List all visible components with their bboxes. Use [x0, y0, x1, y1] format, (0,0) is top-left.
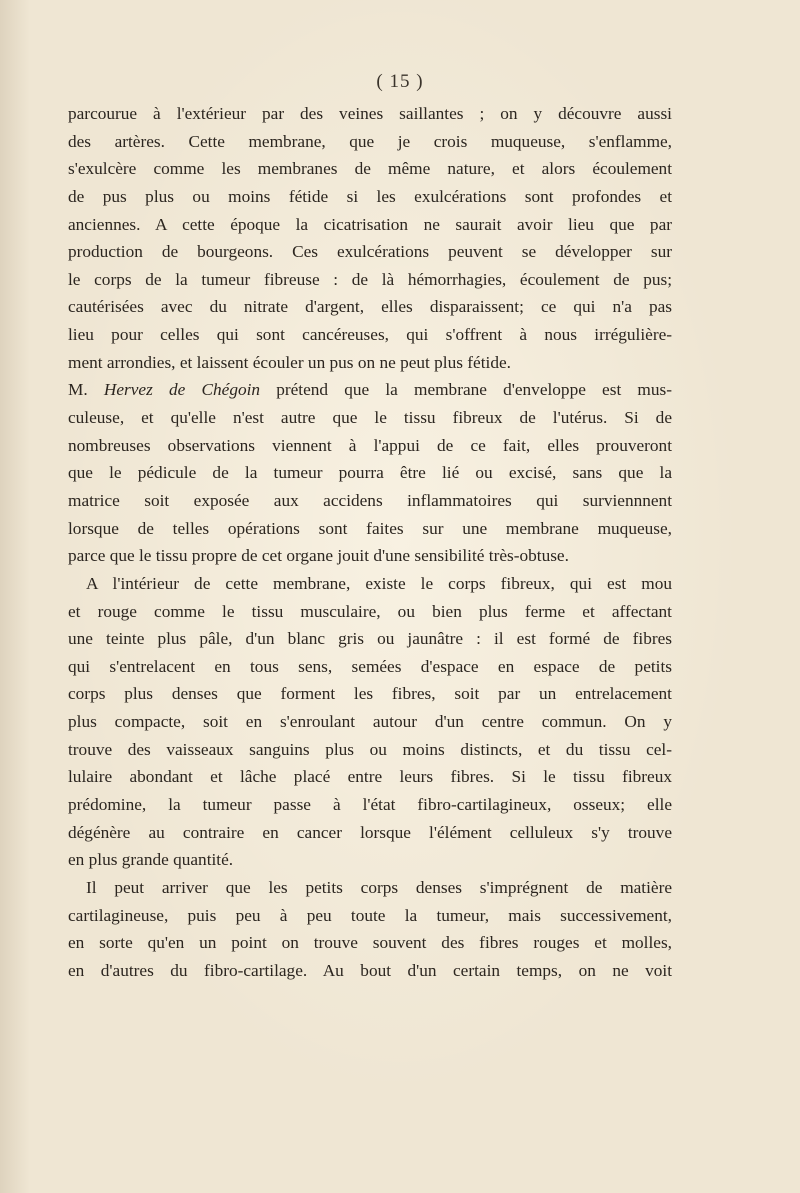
text-line: des artères. Cette membrane, que je crois muqueuse, s'enflamme, [68, 131, 672, 151]
text-line: cartilagineuse, puis peu à peu toute la tumeur, mais successivement, [68, 905, 672, 925]
text-line-author [68, 376, 672, 404]
text-line: de pus plus ou moins fétide si les exulcérations sont profondes et [68, 186, 672, 206]
text-line: parcourue à l'extérieur par des veines saillantes ; on y découvre aussi [68, 104, 672, 123]
page-number: ( 15 ) [376, 71, 424, 92]
text-line: corps plus denses que forment les fibres, soit par un entrelacement [68, 684, 672, 704]
text-line: qui s'entrelacent en tous sens, semées d'espace en espace de petits [68, 656, 672, 676]
text-line: Il peut arriver que les petits corps denses s'imprégnent de matière [86, 877, 672, 897]
text-line: matrice soit exposée aux accidens inflammatoires qui surviennnent [68, 490, 672, 510]
text-line: culeuse, et qu'elle n'est autre que le tissu fibreux de l'utérus. Si de [68, 408, 672, 428]
text-line: et rouge comme le tissu musculaire, ou bien plus ferme et affectant [68, 601, 672, 621]
text-line: nombreuses observations viennent à l'appui de ce fait, elles prouveront [68, 435, 672, 455]
text-line: trouve des vaisseaux sanguins plus ou moins distincts, et du tissu cel- [68, 739, 672, 759]
text-line: lieu pour celles qui sont cancéreuses, qui s'offrent à nous irrégulière- [68, 325, 672, 345]
text-line: cautérisées avec du nitrate d'argent, elles disparaissent; ce qui n'a pas [68, 297, 672, 317]
text-line: le corps de la tumeur fibreuse : de là hémorrhagies, écoulement de pus; [68, 269, 672, 289]
text-line: une teinte plus pâle, d'un blanc gris ou jaunâtre : il est formé de fibres [68, 629, 672, 649]
author-rest: prétend que la membrane d'enveloppe est mus- [260, 380, 672, 400]
text-line: anciennes. A cette époque la cicatrisation ne saurait avoir lieu que par [68, 214, 672, 234]
text-line: en plus grande quantité. [68, 850, 234, 870]
text-line: parce que le tissu propre de cet organe jouit d'une sensibilité très-obtuse. [68, 546, 569, 566]
text-line: A l'intérieur de cette membrane, existe le corps fibreux, qui est mou [86, 573, 672, 593]
text-line: s'exulcère comme les membranes de même nature, et alors écoulement [68, 159, 672, 179]
text-line: que le pédicule de la tumeur pourra être lié ou excisé, sans que la [68, 463, 672, 483]
text-line: en sorte qu'en un point on trouve souvent des fibres rouges et molles, [68, 933, 672, 953]
text-line: prédomine, la tumeur passe à l'état fibro-cartilagineux, osseux; elle [68, 795, 672, 815]
text-line: production de bourgeons. Ces exulcérations peuvent se développer sur [68, 242, 672, 262]
text-line: lorsque de telles opérations sont faites sur une membrane muqueuse, [68, 518, 672, 538]
text-line: ment arrondies, et laissent écouler un pus on ne peut plus fétide. [68, 352, 511, 372]
text-line: lulaire abondant et lâche placé entre leurs fibres. Si le tissu fibreux [68, 767, 672, 787]
text-line: en d'autres du fibro-cartilage. Au bout d'un certain temps, on ne voit [68, 960, 672, 980]
text-line: dégénère au contraire en cancer lorsque l'élément celluleux s'y trouve [68, 822, 672, 842]
author-name-italic: Hervez de Chégoin [103, 380, 261, 400]
author-prefix: M. [68, 380, 104, 400]
body-text [68, 100, 672, 985]
text-line: plus compacte, soit en s'enroulant autour d'un centre commun. On y [68, 712, 672, 732]
